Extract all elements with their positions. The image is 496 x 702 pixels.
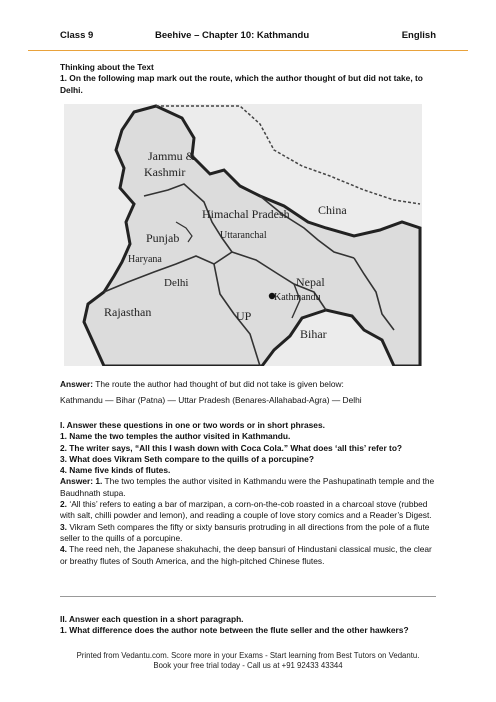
header-divider [28,50,468,51]
answer-number: 2. [60,499,67,510]
section-thinking [60,62,438,96]
map-image [64,104,422,366]
question-item: 4. Name five kinds of flutes. [60,465,171,476]
map-label-bihar: Bihar [300,327,327,341]
page-footer [0,651,496,671]
answer-text: The reed neh, the Japanese shakuhachi, the deep bansuri of Hindustani classical music, the clear or breathy flutes of South America, and the high-pitched Chinese flutes. [60,544,432,566]
section-paragraph-answers [60,614,438,637]
map-label-punjab: Punjab [146,231,180,245]
section-heading: I. Answer these questions in one or two words or in short phrases. [60,420,325,430]
answer-text: ‘All this’ refers to eating a bar of marzipan, a corn-on-the-cob roasted in a charcoal stove (rubbed with salt, chilli powder and lemon), and reading a couple of love story comics and a Reader’s Digest. [60,499,432,521]
map-label-rajasthan: Rajasthan [104,305,152,319]
answer-map [60,379,438,407]
map-label-haryana: Haryana [128,254,162,265]
answer-item [60,522,438,545]
map-label-nepal: Nepal [296,275,325,289]
answer-text: The two temples the author visited in Kathmandu were the Pashupatinath temple and the Baudhnath stupa. [60,476,435,498]
section-short-answers [60,420,438,567]
answer-item [60,499,438,522]
section-divider [60,596,436,597]
answer-number: 1. [95,476,103,487]
page-header [60,30,436,44]
map-label-delhi: Delhi [164,277,189,289]
chapter-title: Beehive – Chapter 10: Kathmandu [155,30,310,41]
answer-label: Answer: [60,379,94,389]
route-text: Kathmandu — Bihar (Patna) — Uttar Pradesh (Benares-Allahabad-Agra) — Delhi [60,395,362,406]
question-item: 1. Name the two temples the author visited in Kathmandu. [60,431,291,442]
subject-label: English [401,30,436,41]
question-item: 2. The writer says, “All this I wash down with Coca Cola.” What does ‘all this’ refer to? [60,442,403,453]
india-map [64,104,422,366]
section-heading: II. Answer each question in a short paragraph. [60,614,244,624]
question-item: 3. What does Vikram Seth compare to the quills of a porcupine? [60,453,314,464]
map-label-up: UP [236,309,252,323]
footer-line-1: Printed from Vedantu.com. Score more in your Exams - Start learning from Best Tutors on Vedantu. [76,651,420,660]
answer-map-line [60,379,438,390]
map-label-uttaranchal: Uttaranchal [220,230,267,241]
footer-line-2: Book your free trial today - Call us at +91 92433 43344 [153,661,343,670]
answer-label: Answer: [60,476,94,487]
map-label-kathmandu: Kathmandu [274,292,321,303]
answer-text: Vikram Seth compares the fifty or sixty bansuris protruding in all directions from the pole of a flute seller to the quills of a porcupine. [60,521,430,543]
section-heading: Thinking about the Text [60,62,154,72]
map-label-jammu: Jammu & [148,149,195,163]
class-label: Class 9 [60,30,94,41]
answer-text: The route the author had thought of but did not take is given below: [93,379,344,389]
answer-number: 3. [60,521,67,532]
question-map: 1. On the following map mark out the route, which the author thought of but did not take, to Delhi. [60,73,423,95]
answer-item [60,476,438,499]
answer-number: 4. [60,544,67,555]
map-label-kashmir: Kashmir [144,165,186,179]
map-label-himachal: Himachal Pradesh [202,207,290,221]
map-label-china: China [318,203,347,217]
question-item: 1. What difference does the author note between the flute seller and the other hawkers? [60,625,409,636]
answer-item [60,544,438,567]
